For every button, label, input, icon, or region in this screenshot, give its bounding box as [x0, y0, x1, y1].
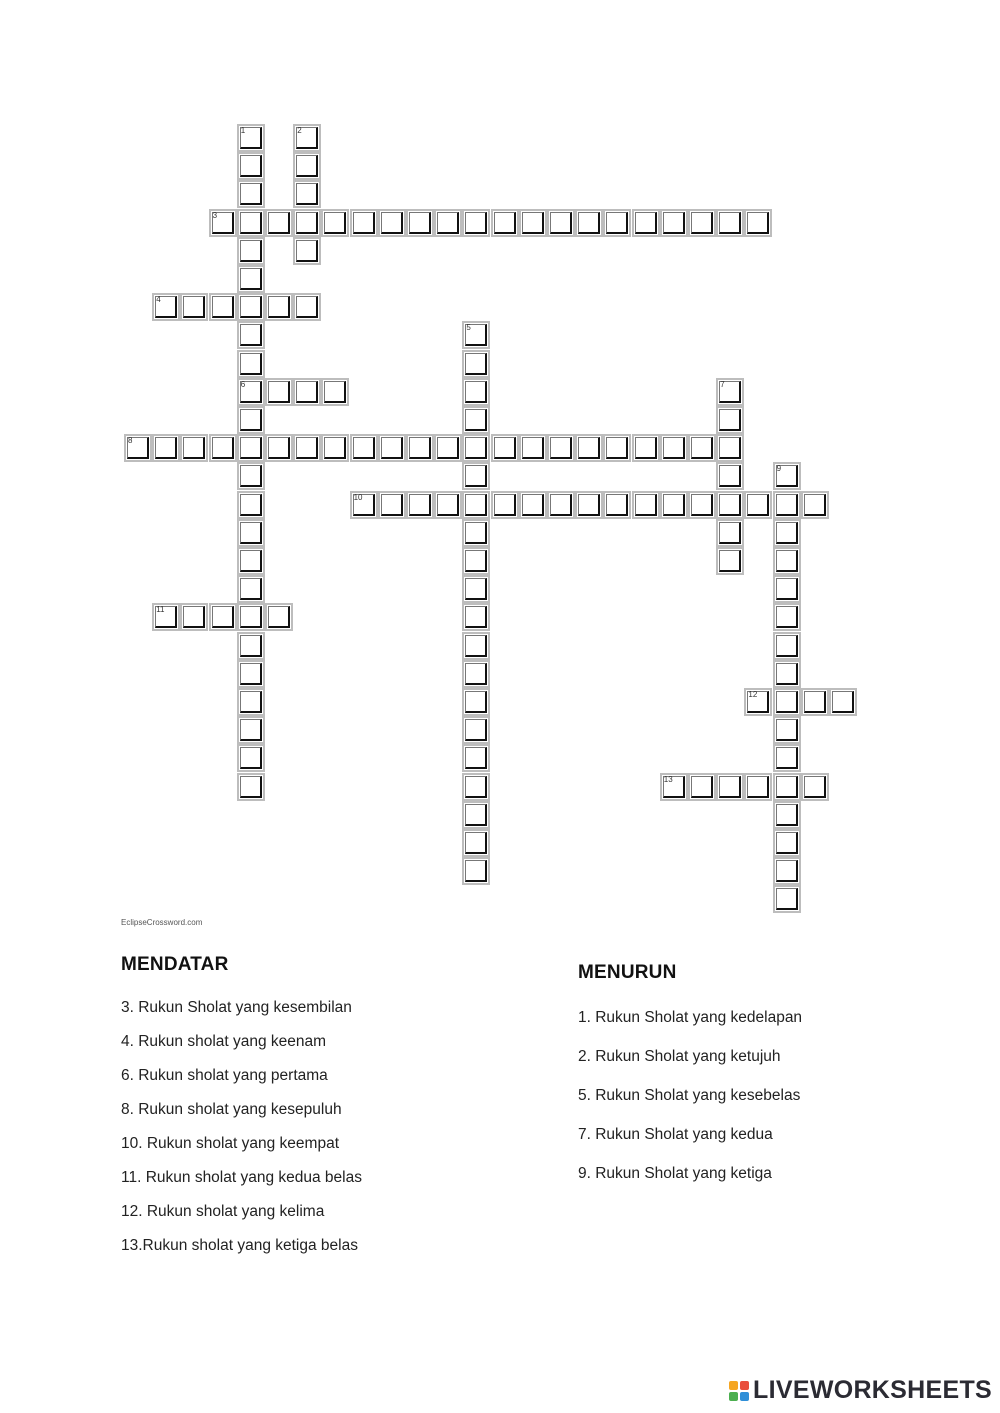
crossword-cell[interactable] — [293, 124, 321, 152]
crossword-cell[interactable] — [491, 491, 519, 519]
clue-number: 6 — [240, 379, 246, 389]
crossword-cell[interactable] — [462, 660, 490, 688]
clue-item: 10. Rukun sholat yang keempat — [121, 1135, 339, 1152]
crossword-cell[interactable] — [434, 209, 462, 237]
crossword-cell[interactable] — [209, 293, 237, 321]
crossword-cell[interactable] — [209, 209, 237, 237]
crossword-cell[interactable] — [603, 491, 631, 519]
clue-item: 9. Rukun Sholat yang ketiga — [578, 1165, 772, 1182]
crossword-cell[interactable] — [660, 491, 688, 519]
crossword-cell[interactable] — [773, 857, 801, 885]
crossword-cell[interactable] — [378, 491, 406, 519]
clue-number: 11 — [156, 605, 165, 615]
crossword-cell[interactable] — [462, 462, 490, 490]
crossword-cell[interactable] — [744, 773, 772, 801]
crossword-cell[interactable] — [237, 491, 265, 519]
crossword-cell[interactable] — [773, 660, 801, 688]
crossword-cell[interactable] — [801, 688, 829, 716]
crossword-cell[interactable] — [321, 434, 349, 462]
crossword-cell[interactable] — [519, 209, 547, 237]
across-clues — [121, 954, 362, 1271]
crossword-cell[interactable] — [660, 434, 688, 462]
clue-item: 6. Rukun sholat yang pertama — [121, 1067, 328, 1084]
crossword-cell[interactable] — [321, 378, 349, 406]
clue-number: 10 — [353, 492, 363, 502]
across-clue-list — [121, 999, 362, 1271]
crossword-cell[interactable] — [237, 124, 265, 152]
crossword-cell[interactable] — [773, 519, 801, 547]
clue-item: 11. Rukun sholat yang kedua belas — [121, 1169, 362, 1186]
logo-square — [740, 1392, 749, 1401]
crossword-cell[interactable] — [350, 209, 378, 237]
crossword-cell[interactable] — [744, 491, 772, 519]
crossword-cell[interactable] — [801, 491, 829, 519]
crossword-cell[interactable] — [237, 378, 265, 406]
crossword-cell[interactable] — [406, 491, 434, 519]
crossword-cell[interactable] — [462, 491, 490, 519]
crossword-cell[interactable] — [632, 209, 660, 237]
crossword-cell[interactable] — [462, 801, 490, 829]
crossword-cell[interactable] — [462, 406, 490, 434]
crossword-cell[interactable] — [773, 773, 801, 801]
crossword-cell[interactable] — [462, 321, 490, 349]
crossword-cell[interactable] — [688, 773, 716, 801]
crossword-cell[interactable] — [547, 434, 575, 462]
crossword-cell[interactable] — [688, 491, 716, 519]
clue-number: 4 — [156, 295, 161, 305]
crossword-cell[interactable] — [603, 209, 631, 237]
crossword-cell[interactable] — [716, 773, 744, 801]
crossword-cell[interactable] — [237, 462, 265, 490]
crossword-cell[interactable] — [462, 350, 490, 378]
crossword-cell[interactable] — [716, 209, 744, 237]
crossword-cell[interactable] — [773, 632, 801, 660]
crossword-cell[interactable] — [716, 547, 744, 575]
crossword-cell[interactable] — [237, 744, 265, 772]
crossword-cell[interactable] — [237, 406, 265, 434]
clue-item: 5. Rukun Sholat yang kesebelas — [578, 1087, 801, 1104]
crossword-cell[interactable] — [152, 603, 180, 631]
logo-square — [740, 1381, 749, 1390]
crossword-cell[interactable] — [237, 547, 265, 575]
crossword-cell[interactable] — [378, 434, 406, 462]
crossword-cell[interactable] — [265, 434, 293, 462]
crossword-cell[interactable] — [773, 801, 801, 829]
crossword-cell[interactable] — [350, 491, 378, 519]
logo-square — [729, 1392, 738, 1401]
crossword-cell[interactable] — [180, 603, 208, 631]
crossword-cell[interactable] — [265, 603, 293, 631]
clue-number: 5 — [466, 323, 471, 333]
clue-item: 4. Rukun sholat yang keenam — [121, 1033, 327, 1050]
crossword-cell[interactable] — [519, 491, 547, 519]
crossword-cell[interactable] — [237, 350, 265, 378]
crossword-cell[interactable] — [491, 434, 519, 462]
crossword-cell[interactable] — [773, 491, 801, 519]
crossword-cell[interactable] — [773, 744, 801, 772]
crossword-cell[interactable] — [716, 462, 744, 490]
crossword-cell[interactable] — [575, 434, 603, 462]
crossword-cell[interactable] — [237, 575, 265, 603]
liveworksheets-logo-icon — [729, 1381, 749, 1401]
crossword-cell[interactable] — [209, 434, 237, 462]
crossword-cell[interactable] — [744, 688, 772, 716]
down-heading: MENURUN — [578, 962, 677, 983]
clue-number: 13 — [663, 774, 673, 784]
crossword-cell[interactable] — [773, 829, 801, 857]
crossword-cell[interactable] — [716, 406, 744, 434]
crossword-cell[interactable] — [603, 434, 631, 462]
crossword-cell[interactable] — [801, 773, 829, 801]
crossword-cell[interactable] — [688, 209, 716, 237]
crossword-cell[interactable] — [462, 688, 490, 716]
clue-item: 12. Rukun sholat yang kelima — [121, 1203, 325, 1220]
crossword-cell[interactable] — [124, 434, 152, 462]
crossword-cell[interactable] — [180, 434, 208, 462]
crossword-cell[interactable] — [660, 209, 688, 237]
liveworksheets-brand[interactable] — [729, 1376, 992, 1405]
crossword-cell[interactable] — [293, 180, 321, 208]
down-clue-list — [578, 1009, 802, 1204]
crossword-cell[interactable] — [773, 885, 801, 913]
crossword-cell[interactable] — [293, 237, 321, 265]
crossword-cell[interactable] — [462, 209, 490, 237]
crossword-cell[interactable] — [575, 491, 603, 519]
crossword-cell[interactable] — [462, 632, 490, 660]
crossword-cell[interactable] — [716, 491, 744, 519]
crossword-cell[interactable] — [293, 293, 321, 321]
crossword-cell[interactable] — [237, 152, 265, 180]
crossword-cell[interactable] — [406, 209, 434, 237]
crossword-cell[interactable] — [378, 209, 406, 237]
crossword-cell[interactable] — [406, 434, 434, 462]
crossword-cell[interactable] — [519, 434, 547, 462]
crossword-cell[interactable] — [688, 434, 716, 462]
crossword-cell[interactable] — [716, 519, 744, 547]
crossword-cell[interactable] — [293, 434, 321, 462]
clue-item: 3. Rukun Sholat yang kesembilan — [121, 999, 352, 1016]
crossword-cell[interactable] — [434, 491, 462, 519]
crossword-cell[interactable] — [293, 378, 321, 406]
crossword-cell[interactable] — [237, 688, 265, 716]
crossword-cell[interactable] — [547, 209, 575, 237]
crossword-cell[interactable] — [237, 321, 265, 349]
crossword-cell[interactable] — [744, 209, 772, 237]
brand-name: LIVEWORKSHEETS — [753, 1376, 992, 1404]
clue-number: 8 — [128, 436, 133, 446]
credit-text: EclipseCrossword.com — [121, 918, 203, 927]
crossword-cell[interactable] — [237, 603, 265, 631]
crossword-cell[interactable] — [321, 209, 349, 237]
crossword-cell[interactable] — [434, 434, 462, 462]
crossword-cell[interactable] — [773, 547, 801, 575]
crossword-cell[interactable] — [293, 152, 321, 180]
crossword-cell[interactable] — [773, 462, 801, 490]
crossword-cell[interactable] — [237, 180, 265, 208]
clue-number: 12 — [748, 690, 758, 699]
clue-number: 7 — [720, 379, 725, 389]
clue-number: 3 — [212, 210, 218, 220]
crossword-cell[interactable] — [265, 209, 293, 237]
crossword-cell[interactable] — [462, 575, 490, 603]
crossword-cell[interactable] — [773, 575, 801, 603]
crossword-cell[interactable] — [462, 547, 490, 575]
across-heading: MENDATAR — [121, 954, 229, 975]
crossword-cell[interactable] — [237, 209, 265, 237]
crossword-cell[interactable] — [209, 603, 237, 631]
crossword-cell[interactable] — [462, 434, 490, 462]
crossword-cell[interactable] — [152, 293, 180, 321]
crossword-cell[interactable] — [237, 293, 265, 321]
crossword-cell[interactable] — [773, 603, 801, 631]
crossword-cell[interactable] — [237, 773, 265, 801]
clue-item: 13.Rukun sholat yang ketiga belas — [121, 1237, 358, 1254]
crossword-cell[interactable] — [237, 237, 265, 265]
clue-number: 1 — [240, 126, 246, 135]
crossword-cell[interactable] — [773, 688, 801, 716]
crossword-cell[interactable] — [462, 773, 490, 801]
crossword-cell[interactable] — [462, 378, 490, 406]
crossword-cell[interactable] — [462, 857, 490, 885]
crossword-cell[interactable] — [632, 491, 660, 519]
crossword-cell[interactable] — [575, 209, 603, 237]
clue-item: 2. Rukun Sholat yang ketujuh — [578, 1048, 781, 1065]
clue-item: 7. Rukun Sholat yang kedua — [578, 1126, 773, 1143]
crossword-cell[interactable] — [237, 632, 265, 660]
crossword-cell[interactable] — [265, 293, 293, 321]
crossword-cell[interactable] — [237, 434, 265, 462]
crossword-cell[interactable] — [547, 491, 575, 519]
clue-item: 1. Rukun Sholat yang kedelapan — [578, 1009, 803, 1026]
crossword-cell[interactable] — [462, 829, 490, 857]
crossword-cell[interactable] — [462, 716, 490, 744]
crossword-cell[interactable] — [237, 519, 265, 547]
clue-number: 9 — [776, 464, 782, 474]
down-clues — [578, 962, 802, 1204]
clue-number: 2 — [297, 126, 302, 135]
crossword-cell[interactable] — [350, 434, 378, 462]
crossword-cell[interactable] — [237, 265, 265, 293]
crossword-cell[interactable] — [237, 660, 265, 688]
crossword-cell[interactable] — [660, 773, 688, 801]
crossword-cell[interactable] — [462, 744, 490, 772]
crossword-cell[interactable] — [829, 688, 857, 716]
crossword-cell[interactable] — [491, 209, 519, 237]
crossword-cell[interactable] — [462, 519, 490, 547]
crossword-cell[interactable] — [293, 209, 321, 237]
crossword-cell[interactable] — [462, 603, 490, 631]
crossword-cell[interactable] — [152, 434, 180, 462]
crossword-cell[interactable] — [237, 716, 265, 744]
crossword-cell[interactable] — [265, 378, 293, 406]
clue-item: 8. Rukun sholat yang kesepuluh — [121, 1101, 342, 1118]
crossword-cell[interactable] — [773, 716, 801, 744]
crossword-cell[interactable] — [716, 378, 744, 406]
crossword-cell[interactable] — [716, 434, 744, 462]
crossword-cell[interactable] — [180, 293, 208, 321]
logo-square — [729, 1381, 738, 1390]
crossword-cell[interactable] — [632, 434, 660, 462]
